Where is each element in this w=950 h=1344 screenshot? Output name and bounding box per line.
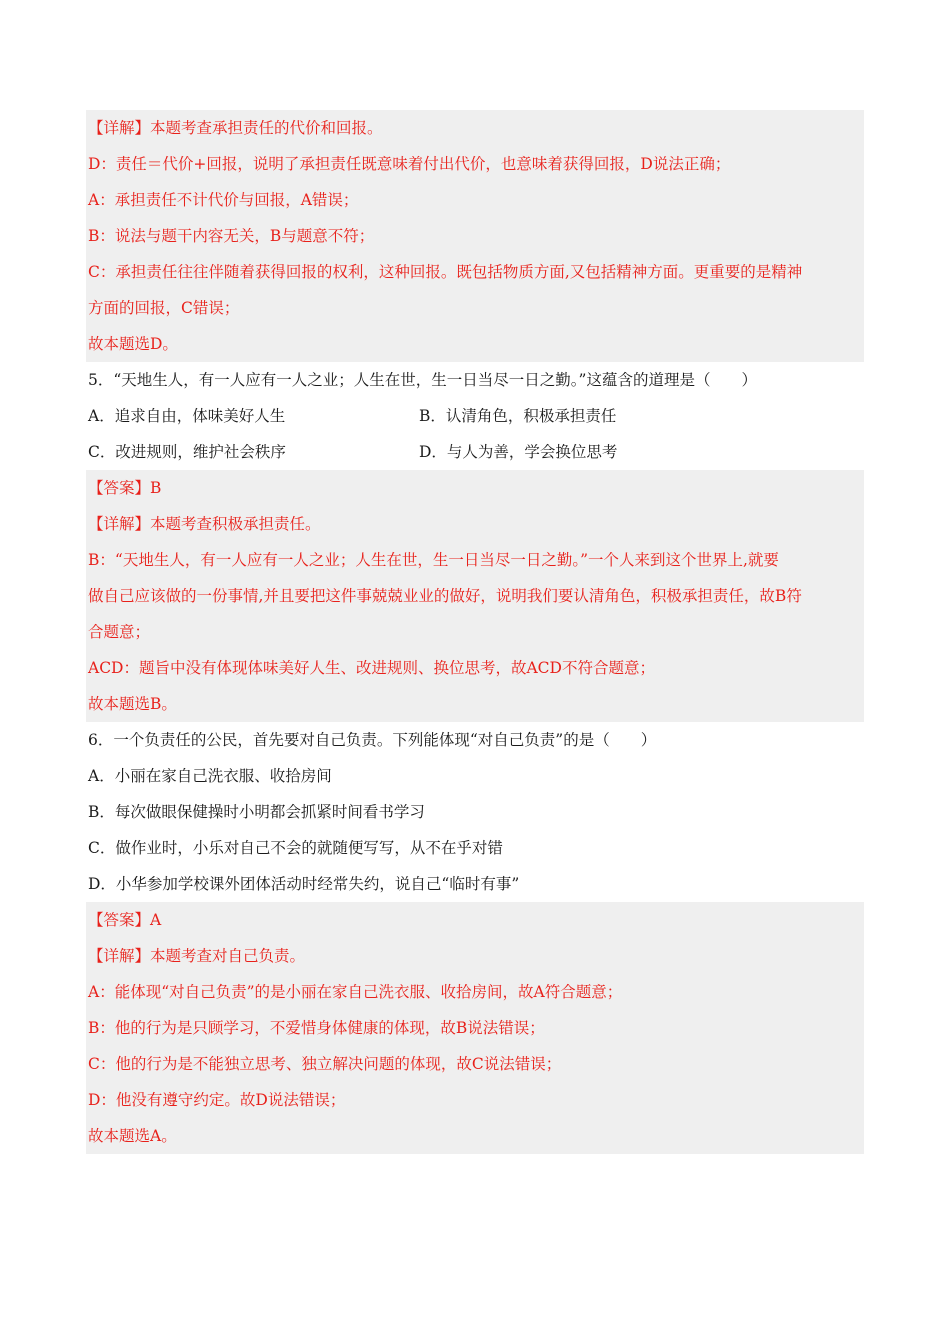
explanation-line: C：承担责任往往伴随着获得回报的权利，这种回报。既包括物质方面,又包括精神方面。更重要的是精神 <box>88 263 803 281</box>
question-5 <box>86 362 864 470</box>
detail-heading: 【详解】本题考查对自己负责。 <box>88 947 306 965</box>
option-a: A．追求自由，体味美好人生 <box>88 407 286 425</box>
option-c: C．改进规则，维护社会秩序 <box>88 443 286 461</box>
conclusion: 故本题选A。 <box>88 1127 177 1145</box>
explanation-line: 做自己应该做的一份事情,并且要把这件事兢兢业业的做好，说明我们要认清角色，积极承担责任，故B符 <box>88 587 802 605</box>
explanation-line: B：他的行为是只顾学习，不爱惜身体健康的体现，故B说法错误； <box>88 1019 545 1037</box>
document-page <box>86 110 864 1154</box>
option-b: B．每次做眼保健操时小明都会抓紧时间看书学习 <box>88 803 425 821</box>
conclusion: 故本题选D。 <box>88 335 178 353</box>
explanation-line: 合题意； <box>88 623 151 641</box>
option-b: B．认清角色，积极承担责任 <box>419 407 617 425</box>
explanation-line: B：“天地生人，有一人应有一人之业；人生在世，生一日当尽一日之勤。”一个人来到这个世界上,就要 <box>88 551 779 569</box>
options-row <box>86 434 864 470</box>
option-d: D．小华参加学校课外团体活动时经常失约，说自己“临时有事” <box>88 875 520 893</box>
answer: 【答案】A <box>88 911 162 929</box>
explanation-line: D：责任＝代价+回报，说明了承担责任既意味着付出代价，也意味着获得回报，D说法正确； <box>88 155 731 173</box>
answer: 【答案】B <box>88 479 162 497</box>
detail-heading: 【详解】本题考查承担责任的代价和回报。 <box>88 119 383 137</box>
explanation-line: B：说法与题干内容无关，B与题意不符； <box>88 227 375 245</box>
question-6 <box>86 722 864 902</box>
question-stem: 6．一个负责任的公民，首先要对自己负责。下列能体现“对自己负责”的是（ ） <box>88 731 657 749</box>
detail-heading: 【详解】本题考查积极承担责任。 <box>88 515 321 533</box>
explanation-line: 方面的回报，C错误； <box>88 299 240 317</box>
question-stem: 5．“天地生人，有一人应有一人之业；人生在世，生一日当尽一日之勤。”这蕴含的道理是（ ） <box>88 371 757 389</box>
explanation-block-q4 <box>86 110 864 362</box>
explanation-line: ACD：题旨中没有体现体味美好人生、改进规则、换位思考，故ACD不符合题意； <box>88 659 655 677</box>
options-row <box>86 398 864 434</box>
explanation-block-q6 <box>86 902 864 1154</box>
option-d: D．与人为善，学会换位思考 <box>419 443 618 461</box>
explanation-line: A：能体现“对自己负责”的是小丽在家自己洗衣服、收拾房间，故A符合题意； <box>88 983 623 1001</box>
conclusion: 故本题选B。 <box>88 695 177 713</box>
explanation-block-q5 <box>86 470 864 722</box>
option-c: C．做作业时，小乐对自己不会的就随便写写，从不在乎对错 <box>88 839 503 857</box>
option-a: A．小丽在家自己洗衣服、收拾房间 <box>88 767 332 785</box>
explanation-line: C：他的行为是不能独立思考、独立解决问题的体现，故C说法错误； <box>88 1055 562 1073</box>
explanation-line: D：他没有遵守约定。故D说法错误； <box>88 1091 346 1109</box>
explanation-line: A：承担责任不计代价与回报，A错误； <box>88 191 359 209</box>
